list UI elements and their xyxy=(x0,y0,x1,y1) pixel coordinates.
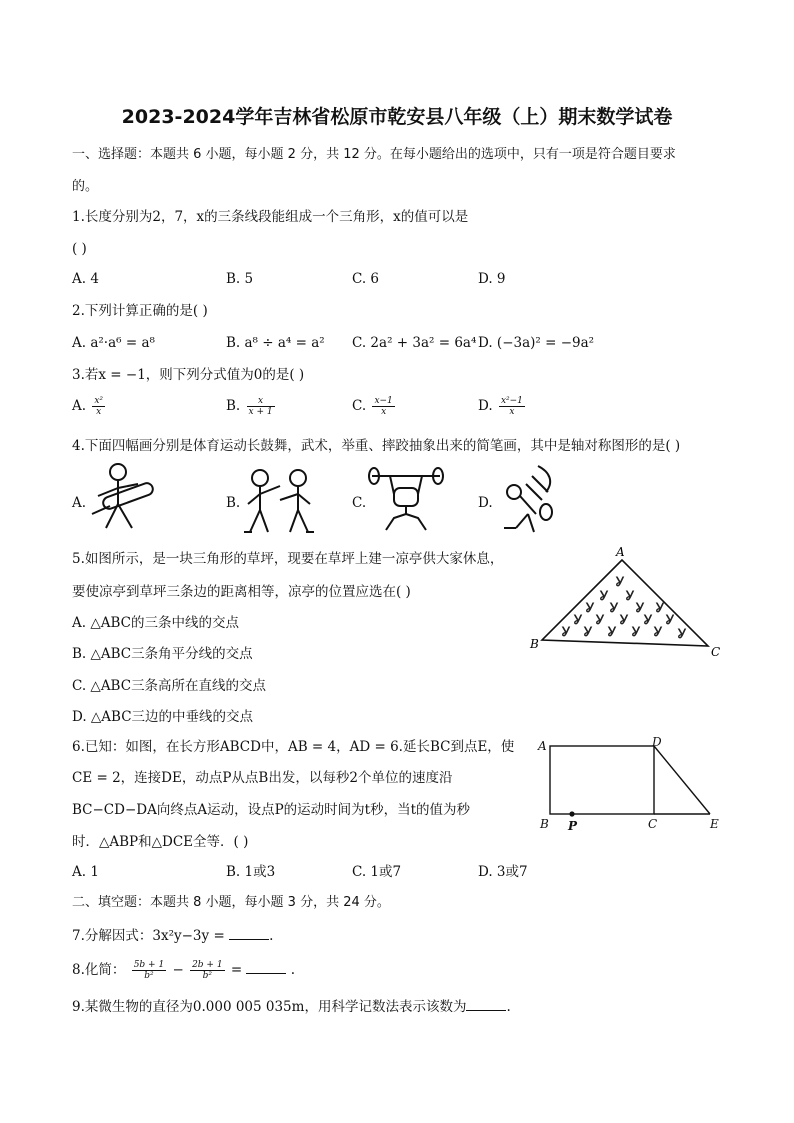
svg-text:Ỿ: Ỿ xyxy=(678,627,686,642)
q4-option-d-label: D. xyxy=(478,495,493,511)
q8-end: . xyxy=(290,962,296,978)
q3-option-d-fraction: $\frac{\text{x²−1}}{x}$ xyxy=(500,396,523,417)
q3-option-b-label: B. xyxy=(226,398,241,414)
q2-option-d: D. (−3a)² = −9a² xyxy=(478,335,595,351)
q3-option-a-fraction: $\frac{\text{x²}}{x}$ xyxy=(94,396,104,417)
q6-option-d: D. 3或7 xyxy=(478,864,528,880)
q2-option-a: A. a²·a⁶ = a⁸ xyxy=(72,335,155,351)
svg-text:Ỿ: Ỿ xyxy=(666,613,674,628)
q4-figure-d-wrestling xyxy=(498,462,568,536)
q6-label-d: D xyxy=(652,735,662,749)
q3-option-c-fraction: $\frac{x-1}{x}$ xyxy=(374,396,393,417)
q6-stem-line1: 6.已知：如图，在长方形ABCD中，AB = 4，AD = 6.延长BC到点E，使 xyxy=(72,739,515,755)
svg-text:Ỿ: Ỿ xyxy=(600,589,608,604)
q6-label-a: A xyxy=(538,739,547,753)
q7 xyxy=(72,927,273,945)
section-two-header: 二、填空题：本题共 8 小题，每小题 3 分，共 24 分。 xyxy=(72,895,390,910)
svg-text:Ỿ: Ỿ xyxy=(636,601,644,616)
q6-option-b: B. 1或3 xyxy=(226,864,276,880)
svg-text:Ỿ: Ỿ xyxy=(562,625,570,640)
svg-text:Ỿ: Ỿ xyxy=(584,625,592,640)
svg-text:Ỿ: Ỿ xyxy=(620,613,628,628)
q6-stem-line3: BC−CD−DA向终点A运动，设点P的运动时间为t秒，当t的值为秒 xyxy=(72,802,471,818)
q4-stem: 4.下面四幅画分别是体育运动长鼓舞，武术，举重、摔跤抽象出来的简笔画，其中是轴对称图形的是( ) xyxy=(72,438,681,454)
q2-option-b: B. a⁸ ÷ a⁴ = a² xyxy=(226,335,325,351)
q5-option-d: D. △ABC三边的中垂线的交点 xyxy=(72,709,254,725)
q3-option-c-label: C. xyxy=(352,398,367,414)
q2-option-c: C. 2a² + 3a² = 6a⁴ xyxy=(352,335,477,351)
q7-stem: 7.分解因式：3x²y−3y = xyxy=(72,928,225,944)
q8-answer-blank[interactable] xyxy=(246,961,286,974)
page-title: 2023-2024学年吉林省松原市乾安县八年级（上）期末数学试卷 xyxy=(121,106,673,128)
q8-prefix: 8.化简： xyxy=(72,962,126,978)
q4-option-c-label: C. xyxy=(352,495,367,511)
q3-stem: 3.若x = −1，则下列分式值为0的是( ) xyxy=(72,367,305,383)
q5-label-c: C xyxy=(711,645,721,659)
q9 xyxy=(72,998,511,1016)
q7-answer-blank[interactable] xyxy=(229,927,269,940)
q3-option-d-label: D. xyxy=(478,398,493,414)
svg-text:Ỿ: Ỿ xyxy=(632,625,640,640)
q5-stem-line2: 要使凉亭到草坪三条边的距离相等，凉亭的位置应选在( ) xyxy=(72,584,411,600)
q5-stem-line1: 5.如图所示，是一块三角形的草坪，现要在草坪上建一凉亭供大家休息， xyxy=(72,551,504,567)
q4-figure-a-drum-dance xyxy=(88,462,168,534)
q1-option-a: A. 4 xyxy=(72,271,99,287)
svg-text:Ỿ: Ỿ xyxy=(586,601,594,616)
svg-text:Ỿ: Ỿ xyxy=(610,601,618,616)
q1-option-d: D. 9 xyxy=(478,271,506,287)
svg-text:Ỿ: Ỿ xyxy=(644,613,652,628)
q7-end: . xyxy=(269,928,274,944)
q6-stem-line2: CE = 2，连接DE，动点P从点B出发，以每秒2个单位的速度沿 xyxy=(72,770,453,786)
svg-text:Ỿ: Ỿ xyxy=(626,589,634,604)
q3-option-a-label: A. xyxy=(72,398,87,414)
q6-label-p: P xyxy=(568,819,578,833)
q5-triangle-lawn-figure xyxy=(528,545,728,659)
q6-segment-de xyxy=(654,746,710,814)
svg-text:Ỿ: Ỿ xyxy=(654,625,662,640)
section-one-header: 一、选择题：本题共 6 小题，每小题 2 分，共 12 分。在每小题给出的选项中，只有一项是符合题目要求 xyxy=(72,147,676,162)
q4-option-b-label: B. xyxy=(226,495,241,511)
q5-option-c: C. △ABC三条高所在直线的交点 xyxy=(72,678,267,694)
q8-fraction-1: $\frac{5b + 1}{\text{b²}}$ xyxy=(133,960,165,981)
q5-option-a: A. △ABC的三条中线的交点 xyxy=(72,615,239,631)
svg-text:Ỿ: Ỿ xyxy=(616,575,624,590)
q1-stem: 1.长度分别为2，7，x的三条线段能组成一个三角形，x的值可以是 xyxy=(72,209,469,225)
q6-point-p xyxy=(569,811,574,816)
q6-label-e: E xyxy=(710,817,719,831)
q5-label-a: A xyxy=(616,545,625,559)
q1-option-b: B. 5 xyxy=(226,271,254,287)
section-one-header-cont: 的。 xyxy=(72,179,99,194)
q1-paren: ( ) xyxy=(72,241,87,257)
svg-text:Ỿ: Ỿ xyxy=(608,625,616,640)
q1-option-c: C. 6 xyxy=(352,271,380,287)
q6-stem-line4: 时．△ABP和△DCE全等．( ) xyxy=(72,834,249,850)
q3-option-a xyxy=(72,396,107,417)
q8-minus: − xyxy=(172,962,184,978)
q5-grass-marks xyxy=(561,575,687,642)
q4-option-a-label: A. xyxy=(72,495,87,511)
q6-rectangle-figure xyxy=(536,736,726,836)
q3-option-b-fraction: $\frac{x}{x + 1}$ xyxy=(248,396,273,417)
q5-label-b: B xyxy=(530,637,539,651)
q9-end: . xyxy=(506,999,511,1015)
q9-stem: 9.某微生物的直径为0.000 005 035m，用科学记数法表示该数为 xyxy=(72,999,467,1015)
q6-rectangle-abcd xyxy=(550,746,654,814)
q9-answer-blank[interactable] xyxy=(466,998,506,1011)
q4-figure-c-weightlifting xyxy=(366,462,446,534)
q8-equals: = xyxy=(230,962,243,978)
q6-option-c: C. 1或7 xyxy=(352,864,402,880)
q6-label-b: B xyxy=(540,817,549,831)
svg-text:Ỿ: Ỿ xyxy=(656,601,664,616)
q3-option-d xyxy=(478,396,527,417)
q5-option-b: B. △ABC三条角平分线的交点 xyxy=(72,646,253,662)
svg-text:Ỿ: Ỿ xyxy=(574,613,582,628)
q4-figure-b-martial-arts xyxy=(240,466,320,536)
svg-text:Ỿ: Ỿ xyxy=(596,613,604,628)
q6-label-c: C xyxy=(648,817,658,831)
q3-option-c xyxy=(352,396,397,417)
q3-option-b xyxy=(226,396,277,417)
q8-fraction-2: $\frac{2b + 1}{\text{b²}}$ xyxy=(192,960,223,981)
q2-stem: 2.下列计算正确的是( ) xyxy=(72,303,208,319)
q6-option-a: A. 1 xyxy=(72,864,99,880)
q8 xyxy=(72,960,295,981)
